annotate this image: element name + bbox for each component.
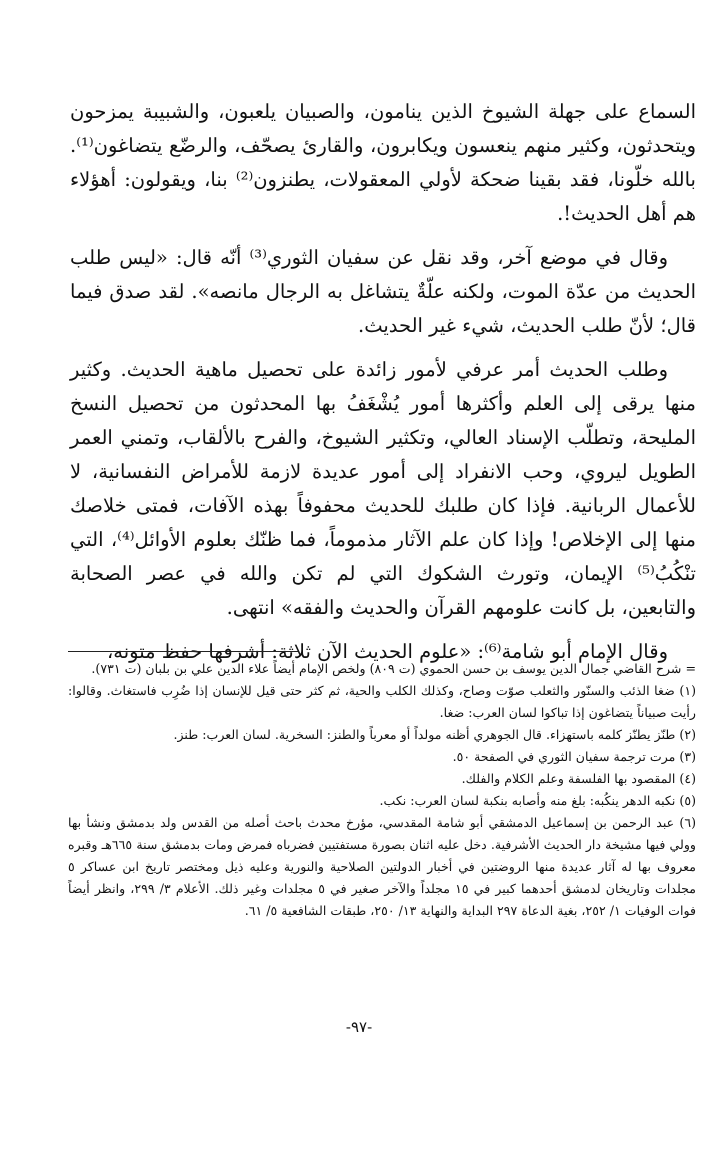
footnote-3: (٣) مرت ترجمة سفيان الثوري في الصفحة ٥٠. [452,749,696,764]
main-text [70,95,696,679]
footnote-1: (١) ضغا الذئب والسنّور والثعلب صوّت وصاح، وكذلك الكلب والحية، ثم كثر حتى قيل للإنسان إذا ضُرِب فاستغاث. وقالوا: رأيت صبياناً يتضاغون إذا تباكوا لسان العرب: ضغا. [68,683,696,720]
paragraph-3: وطلب الحديث أمر عرفي لأمور زائدة على تحصيل ماهية الحديث. وكثير منها يرقى إلى العلم وأكثرها أمور يُشْغَفُ بها المحدثون من تحصيل النسخ المليحة، وتطلّب الإسناد العالي، وتكثير الشيوخ، والفرح بالألقاب، وتمني العمر الطويل ليروي، وحب الانفراد إلى أمور عديدة لازمة للأمراض النفسانية، لا للأعمال الربانية. فإذا كان طلبك للحديث محفوفاً بهذه الآفات، فمتى خلاصك منها إلى الإخلاص! وإذا كان علم الآثار مذموماً، فما ظنّك بعلوم الأوائل⁽⁴⁾، التي تنْكُبُ⁽⁵⁾ الإيمان، وتورث الشكوك التي لم تكن والله في عصر الصحابة والتابعين، بل كانت علومهم القرآن والحديث والفقه» انتهى. [70,358,697,619]
paragraph-1: السماع على جهلة الشيوخ الذين ينامون، والصبيان يلعبون، والشبيبة يمزحون ويتحدثون، وكثير منهم ينعسون ويكابرون، والقارئ يصحّف، والرضّع يتضاغون⁽¹⁾. بالله خلّونا، فقد بقينا ضحكة لأولي المعقولات، يطنزون⁽²⁾ بنا، ويقولون: أهؤلاء هم أهل الحديث!. [70,100,696,225]
footnote-divider [68,651,298,652]
footnote-2: (٢) طنّز يطنّز كلمه باستهزاء. قال الجوهري أظنه مولداً أو معرباً والطنز: السخرية. لسان العرب: طنز. [173,727,696,742]
footnote-4: (٤) المقصود بها الفلسفة وعلم الكلام والفلك. [461,771,696,786]
footnotes [68,658,696,922]
page-number: -٩٧- [345,1018,373,1036]
footnote-6: (٦) عبد الرحمن بن إسماعيل الدمشقي أبو شامة المقدسي، مؤرخ محدث باحث أصله من القدس ولد بدمشق ونشأ بها وولي فيها مشيخة دار الحديث الأشرفية. دخل عليه اثنان بصورة مستفتيين فضرباه فمرض ومات بدمشق سنة ٦٦٥هـ وقبره معروف بها له آثار عديدة منها الروضتين في أخبار الدولتين الصلاحية والنورية وعليه ذيل ومختصر تاريخ ابن عساكر ٥ مجلدات وتاريخان لدمشق أحدهما كبير في ١٥ مجلداً والآخر صغير في ٥ مجلدات وغير ذلك. الأعلام ٣/ ٢٩٩، وانظر أيضاً فوات الوفيات ١/ ٢٥٢، بغية الدعاة ٢٩٧ البداية والنهاية ١٣/ ٢٥٠، طبقات الشافعية ٥/ ٦١. [68,815,697,918]
footnote-continuation: = شرح القاضي جمال الدين يوسف بن حسن الحموي (ت ٨٠٩) ولخص الإمام أيضاً علاء الدين علي بن بلبان (ت ٧٣١). [91,661,696,676]
footnote-5: (٥) نكبه الدهر ينكُبه: بلغ منه وأصابه بنكبة لسان العرب: نكب. [379,793,696,808]
paragraph-2: وقال في موضع آخر، وقد نقل عن سفيان الثوري⁽³⁾ أنّه قال: «ليس طلب الحديث من عدّة الموت، ولكنه علّةٌ يتشاغل به الرجال مانصه». لقد صدق فيما قال؛ لأنّ طلب الحديث، شيء غير الحديث. [70,246,696,337]
paragraph-4: وقال الإمام أبو شامة⁽⁶⁾: «علوم الحديث الآن ثلاثة: أشرفها حفظ متونه، [107,640,668,663]
